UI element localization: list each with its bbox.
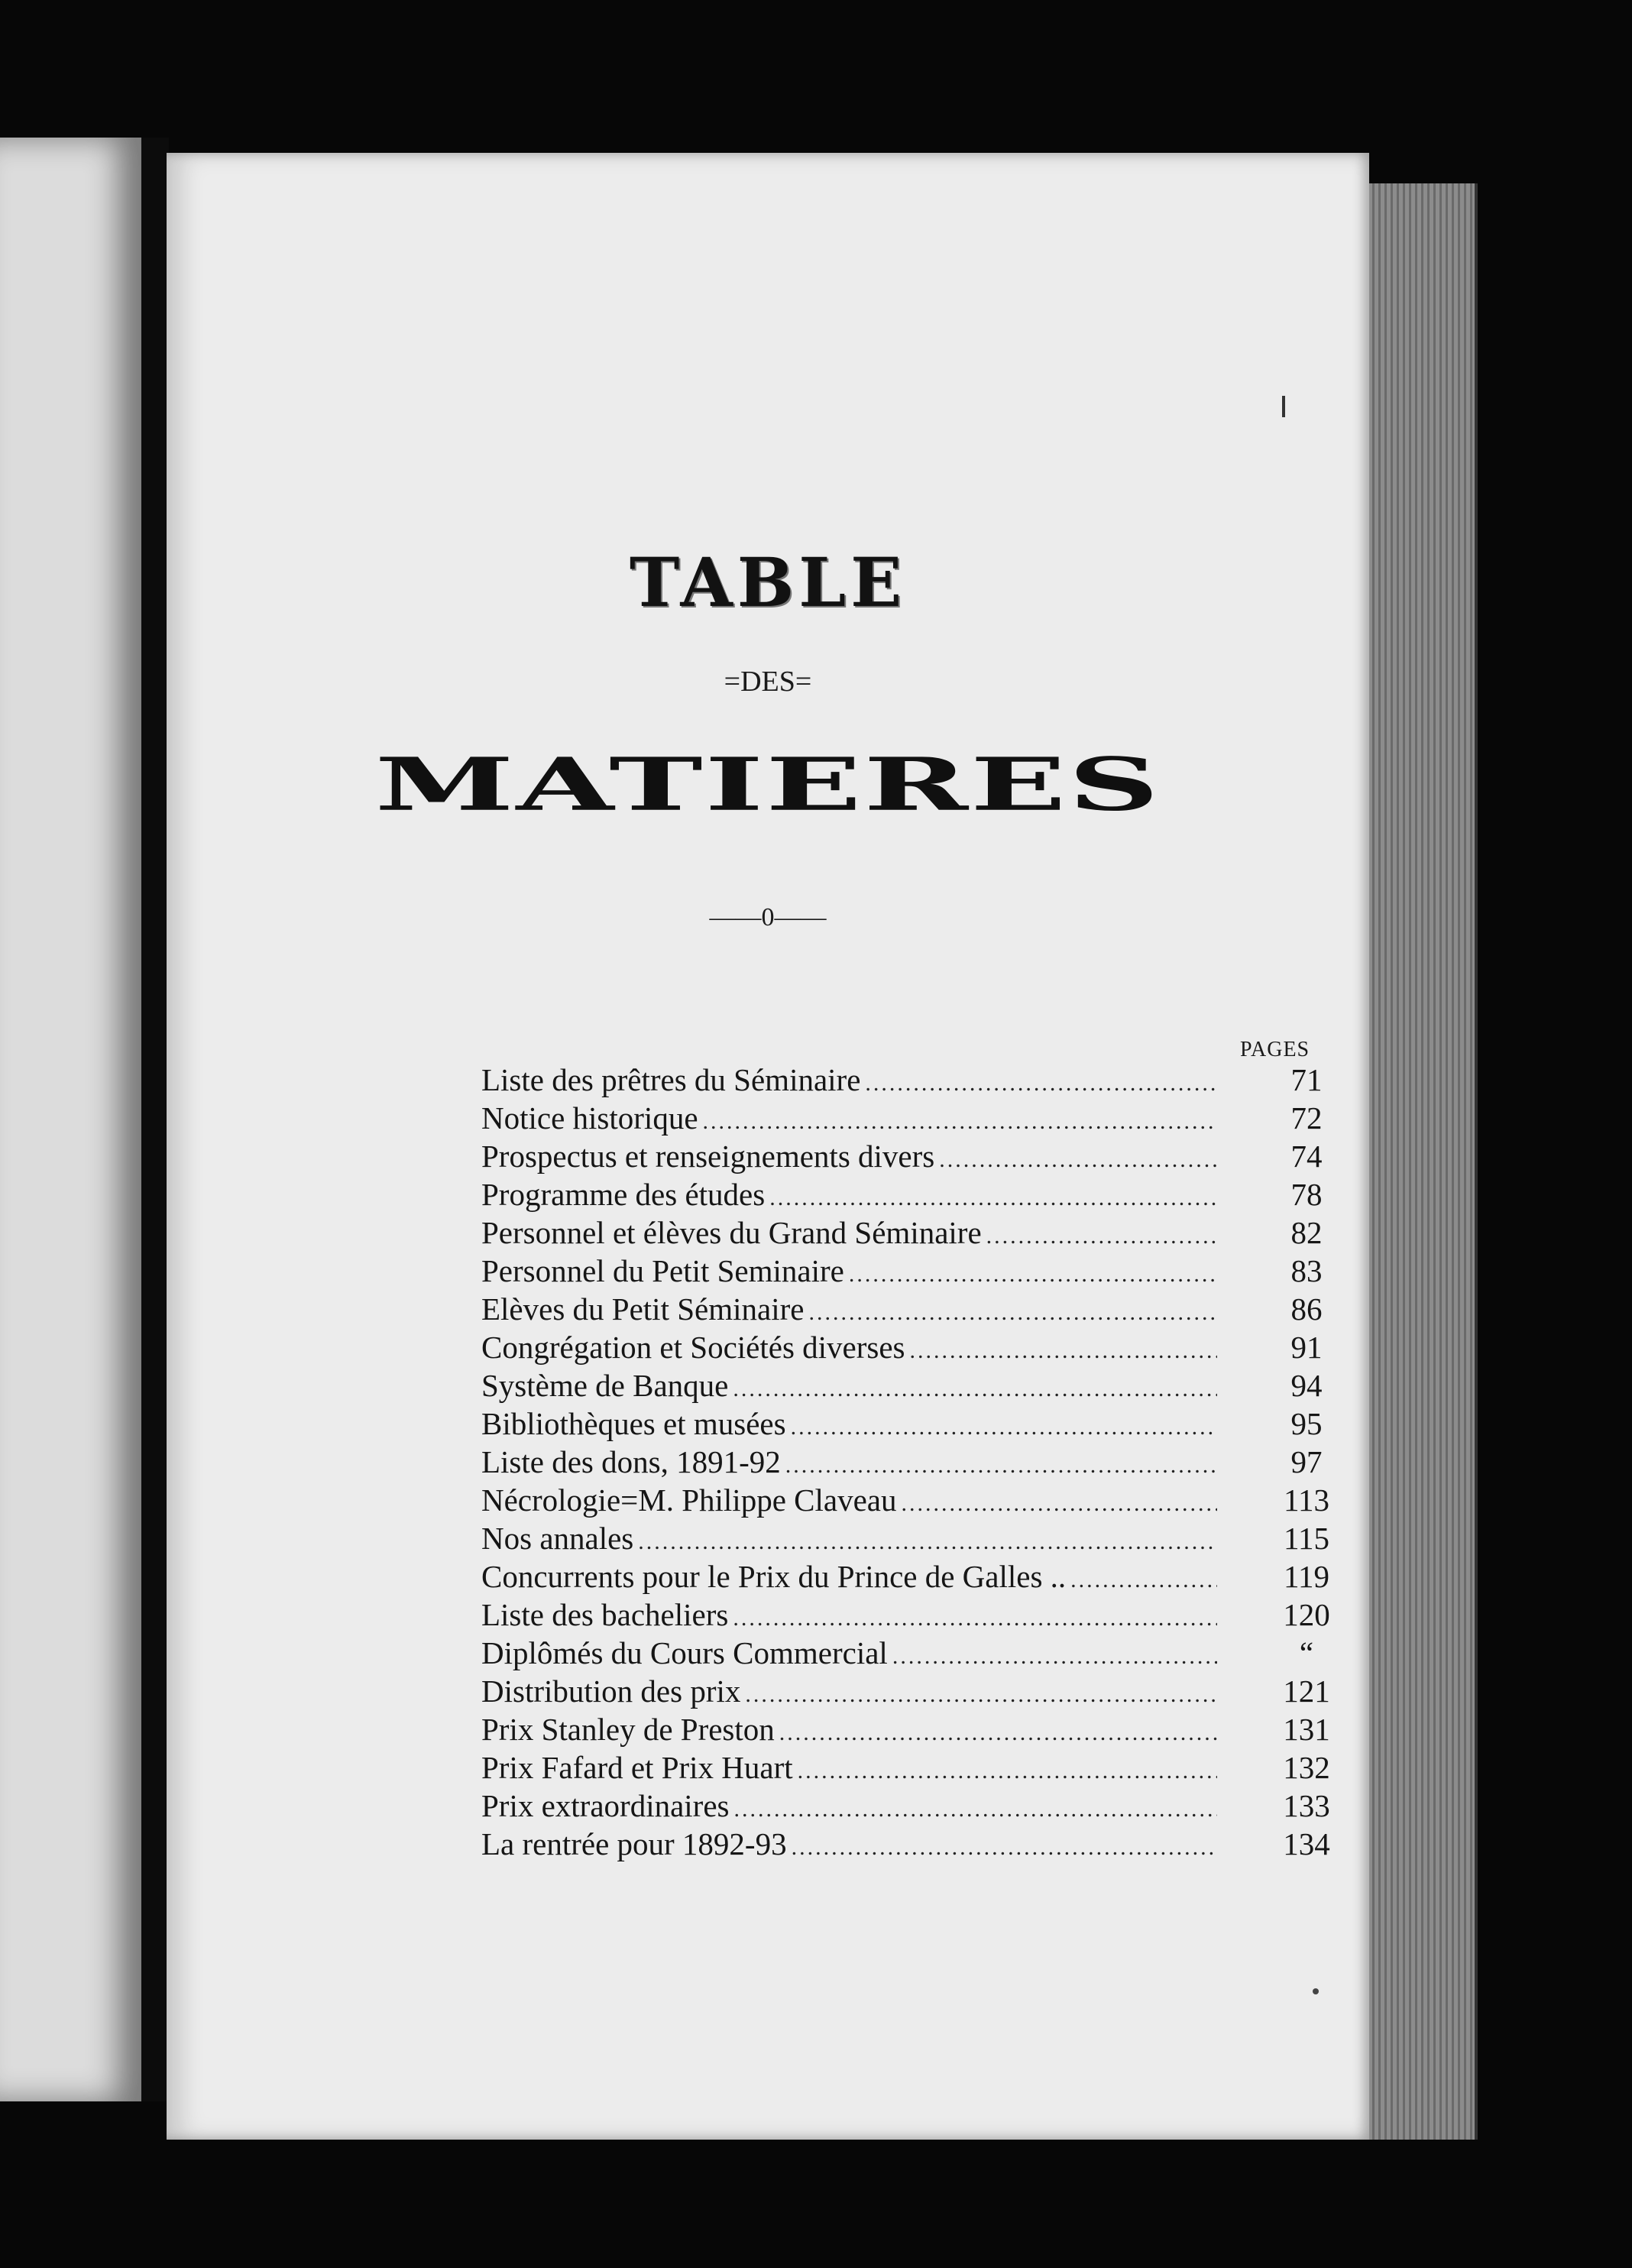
dot-leader	[865, 1064, 1217, 1103]
toc-entry	[481, 1557, 1337, 1596]
toc-entry-page-number: 134	[1283, 1826, 1330, 1861]
toc-entry-label: Elèves du Petit Séminaire	[481, 1291, 805, 1327]
dot-leader	[792, 1829, 1217, 1867]
toc-entry-page-number: 95	[1290, 1406, 1323, 1441]
dot-leader	[939, 1141, 1217, 1179]
title-des: =DES=	[724, 666, 812, 698]
title-matieres-text: MATIERES	[374, 741, 1161, 828]
toc-entry-page-number: 119	[1284, 1559, 1329, 1594]
toc-entry-page-number: 83	[1290, 1253, 1323, 1288]
toc-entry-label: Nos annales	[481, 1521, 634, 1556]
toc-entry-page-number: “	[1299, 1635, 1314, 1670]
toc-entry-label: Prix Stanley de Preston	[481, 1712, 775, 1747]
toc-entry-label: Diplômés du Cours Commercial	[481, 1635, 888, 1670]
dot-leader	[769, 1179, 1217, 1217]
toc-entry-label: Nécrologie=M. Philippe Claveau	[481, 1482, 897, 1518]
toc-entry-label: Personnel du Petit Seminaire	[481, 1253, 844, 1288]
ornament-separator: ——0——	[709, 903, 827, 932]
toc-entry-label: Personnel et élèves du Grand Séminaire	[481, 1215, 982, 1250]
toc-entry-label: Concurrents pour le Prix du Prince de Galles ..	[481, 1559, 1067, 1594]
toc-entry-page-number: 91	[1290, 1330, 1323, 1365]
toc-entry	[481, 1596, 1337, 1634]
toc-entry-page-number: 78	[1290, 1177, 1323, 1212]
dot-leader	[808, 1294, 1217, 1332]
book-gutter	[141, 138, 169, 2101]
toc-entry-label: Liste des prêtres du Séminaire	[481, 1062, 861, 1097]
toc-entry-page-number: 86	[1290, 1291, 1323, 1327]
toc-list	[481, 1061, 1337, 1863]
toc-entry	[481, 1748, 1337, 1787]
toc-entry	[481, 1175, 1337, 1213]
dot-leader	[638, 1523, 1217, 1561]
toc-entry	[481, 1672, 1337, 1710]
toc-entry-label: Congrégation et Sociétés diverses	[481, 1330, 905, 1365]
toc-entry-page-number: 115	[1284, 1521, 1329, 1556]
toc-entry-label: Prix extraordinaires	[481, 1788, 730, 1823]
dot-leader	[986, 1217, 1217, 1256]
previous-page-edge	[0, 138, 141, 2101]
toc-entry	[481, 1290, 1337, 1328]
toc-entry-page-number: 71	[1290, 1062, 1323, 1097]
toc-entry-page-number: 113	[1284, 1482, 1329, 1518]
toc-entry	[481, 1328, 1337, 1366]
toc-entry-label: Distribution des prix	[481, 1673, 741, 1709]
dot-leader	[733, 1599, 1217, 1638]
toc-entry-page-number: 133	[1283, 1788, 1330, 1823]
dot-leader	[703, 1103, 1217, 1141]
toc-entry-page-number: 74	[1290, 1139, 1323, 1174]
dust-speck	[1313, 1988, 1319, 1994]
toc-entry-page-number: 82	[1290, 1215, 1323, 1250]
toc-entry	[481, 1099, 1337, 1137]
toc-entry-label: Prospectus et renseignements divers	[481, 1139, 935, 1174]
toc-entry-label: Liste des dons, 1891-92	[481, 1444, 781, 1479]
ink-mark	[1282, 396, 1285, 417]
dot-leader	[892, 1638, 1217, 1676]
toc-entry-page-number: 121	[1283, 1673, 1330, 1709]
toc-entry-label: Prix Fafard et Prix Huart	[481, 1750, 793, 1785]
toc-entry-page-number: 120	[1283, 1597, 1330, 1632]
toc-entry-label: Bibliothèques et musées	[481, 1406, 786, 1441]
dot-leader	[1070, 1561, 1217, 1599]
toc-entry-page-number: 132	[1283, 1750, 1330, 1785]
toc-entry	[481, 1137, 1337, 1175]
toc-entry	[481, 1213, 1337, 1252]
toc-entry	[481, 1710, 1337, 1748]
toc-entry	[481, 1252, 1337, 1290]
toc-entry	[481, 1061, 1337, 1099]
table-of-contents-page	[167, 153, 1369, 2140]
dot-leader	[791, 1408, 1217, 1447]
dot-leader	[901, 1485, 1217, 1523]
toc-entry-label: Programme des études	[481, 1177, 766, 1212]
dot-leader	[798, 1752, 1217, 1790]
toc-entry	[481, 1481, 1337, 1519]
toc-entry-page-number: 97	[1290, 1444, 1323, 1479]
toc-entry-page-number: 131	[1283, 1712, 1330, 1747]
toc-entry	[481, 1405, 1337, 1443]
dot-leader	[849, 1256, 1217, 1294]
dot-leader	[779, 1714, 1217, 1752]
toc-entry	[481, 1366, 1337, 1405]
pages-column-header: PAGES	[1240, 1038, 1310, 1061]
toc-entry	[481, 1443, 1337, 1481]
toc-entry	[481, 1825, 1337, 1863]
toc-entry-page-number: 72	[1290, 1100, 1323, 1136]
title-table: TABLE	[629, 543, 907, 622]
toc-entry-page-number: 94	[1290, 1368, 1323, 1403]
toc-entry	[481, 1519, 1337, 1557]
toc-entry	[481, 1634, 1337, 1672]
page-block-edge	[1360, 183, 1478, 2140]
dot-leader	[733, 1370, 1217, 1408]
toc-entry-label: Notice historique	[481, 1100, 698, 1136]
dot-leader	[910, 1332, 1217, 1370]
title-matieres	[167, 741, 1369, 827]
toc-entry-label: La rentrée pour 1892-93	[481, 1826, 787, 1861]
dot-leader	[785, 1447, 1217, 1485]
dot-leader	[733, 1790, 1217, 1829]
toc-entry	[481, 1787, 1337, 1825]
toc-entry-label: Système de Banque	[481, 1368, 729, 1403]
toc-entry-label: Liste des bacheliers	[481, 1597, 729, 1632]
dot-leader	[745, 1676, 1217, 1714]
